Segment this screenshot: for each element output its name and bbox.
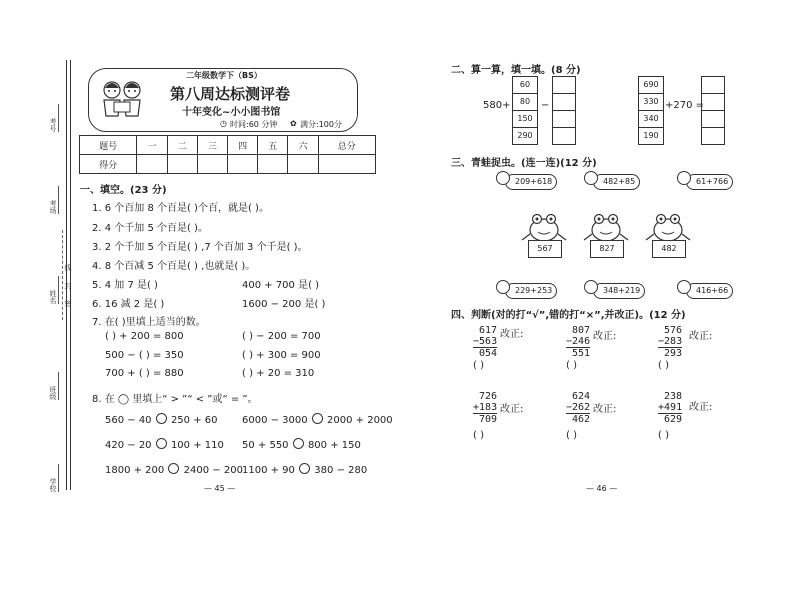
calc-top: 576 (663, 325, 682, 336)
answer-cell[interactable] (553, 128, 575, 144)
score-input[interactable] (197, 155, 227, 174)
calc-result: 462 (571, 414, 590, 425)
margin-line-outer (66, 60, 67, 490)
vertical-calculation (473, 391, 497, 425)
section1-question: 3. 2 个千加 5 个百是( ) ,7 个百加 3 个千是( )。 (92, 242, 308, 253)
answer-cell[interactable] (553, 111, 575, 128)
machine-value: 150 (513, 111, 537, 128)
score-input[interactable] (318, 155, 375, 174)
answer-cell[interactable] (702, 77, 724, 94)
compare-item (242, 413, 393, 426)
answer-cell[interactable] (702, 111, 724, 128)
calc-operand: 246 (572, 336, 591, 347)
section4-heading: 四、判断(对的打“√”,错的打“×”,并改正)。(12 分) (451, 310, 686, 321)
caterpillar-head-icon (584, 171, 598, 185)
compare-left: 560 − 40 (105, 415, 152, 426)
calc-operand: 563 (479, 336, 498, 347)
compare-right: 2400 − 200 (183, 465, 243, 476)
calc-middle (658, 402, 682, 414)
caterpillar-expression: 229+253 (515, 286, 553, 295)
calc-operator: + (473, 402, 480, 413)
correction-label: 改正: (689, 331, 713, 342)
section1-heading: 一、填空。(23 分) (80, 185, 167, 196)
score-cell: 三 (197, 136, 227, 155)
machine-right-values (638, 76, 664, 145)
section3-heading: 三、青蛙捉虫。(连一连)(12 分) (451, 158, 597, 169)
machine-right-suffix: +270 = (665, 100, 705, 111)
page-number-left: — 45 — (204, 484, 236, 493)
judgment-paren[interactable]: ( ) (473, 430, 484, 441)
vertical-calculation (566, 391, 590, 425)
margin-underline (58, 104, 59, 132)
compare-right: 2000 + 2000 (327, 415, 393, 426)
frog-number: 567 (528, 240, 562, 258)
calc-result: 709 (478, 414, 497, 425)
margin-label-line: 线 (64, 264, 72, 271)
grade-line: 二年级数学下（BS） (186, 71, 262, 80)
machine-value: 190 (643, 131, 659, 140)
calc-result: 629 (663, 414, 682, 425)
frog-icon (518, 210, 570, 244)
calc-top: 624 (571, 391, 590, 402)
fill-blank-equation: ( ) + 200 = 800 (105, 331, 184, 342)
calc-result: 293 (663, 348, 682, 359)
machine-left-answers (552, 76, 576, 145)
compare-left: 1800 + 200 (105, 465, 165, 476)
section1-question: 7. 在( )里填上适当的数。 (92, 317, 206, 328)
compare-item (105, 438, 224, 451)
compare-right: 250 + 60 (170, 415, 218, 426)
section1-question: 8. 在 ◯ 里填上“ > ”“ < ”或“ = ”。 (92, 394, 258, 405)
compare-circle[interactable] (168, 463, 179, 474)
compare-circle[interactable] (312, 413, 323, 424)
machine-value: 290 (517, 131, 533, 140)
answer-cell[interactable] (702, 128, 724, 144)
section1-question: 5. 4 加 7 是( ) (92, 280, 158, 291)
margin-label-exam-room: 考场 (49, 200, 57, 214)
caterpillar-expression: 416+66 (696, 286, 729, 295)
compare-item (105, 463, 243, 476)
margin-underline (58, 186, 59, 214)
score-table (79, 135, 376, 174)
calc-operand: 183 (479, 402, 498, 413)
compare-circle[interactable] (299, 463, 310, 474)
compare-right: 800 + 150 (307, 440, 361, 451)
vertical-calculation (658, 325, 682, 359)
score-cell: 六 (288, 136, 318, 155)
score-input[interactable] (137, 155, 167, 174)
margin-cut-line (62, 230, 63, 320)
compare-circle[interactable] (293, 438, 304, 449)
calc-result: 551 (571, 348, 590, 359)
caterpillar-head-icon (677, 171, 691, 185)
calc-middle (473, 336, 497, 348)
vertical-calculation (473, 325, 497, 359)
compare-left: 1100 + 90 (242, 465, 295, 476)
margin-label-secret: 密 (64, 300, 72, 307)
compare-item (242, 438, 361, 451)
score-input[interactable] (167, 155, 197, 174)
calc-operand: 283 (664, 336, 683, 347)
calc-operator: − (566, 402, 573, 413)
score-cell: 一 (137, 136, 167, 155)
vertical-calculation (658, 391, 682, 425)
section1-question: 4. 8 个百减 5 个百是( ) ,也就是( )。 (92, 261, 256, 272)
caterpillar-head-icon (584, 280, 598, 294)
correction-label: 改正: (500, 329, 524, 340)
caterpillar-bottom[interactable] (593, 283, 645, 299)
margin-line-inner (70, 60, 71, 490)
calc-result: 054 (478, 348, 497, 359)
margin-underline (58, 276, 59, 304)
frog[interactable] (642, 210, 694, 260)
machine-value: 690 (639, 77, 663, 94)
compare-left: 420 − 20 (105, 440, 152, 451)
judgment-paren[interactable]: ( ) (658, 430, 669, 441)
judgment-paren[interactable]: ( ) (473, 360, 484, 371)
section1-question: 6. 16 减 2 是( ) (92, 299, 165, 310)
correction-label: 改正: (500, 404, 524, 415)
margin-label-seal: 封 (64, 282, 72, 289)
frog-icon (642, 210, 694, 244)
frog[interactable] (580, 210, 632, 260)
score-table-score-row (80, 155, 376, 174)
correction-label: 改正: (689, 402, 713, 413)
fill-blank-equation: 700 + ( ) = 880 (105, 368, 184, 379)
caterpillar-top[interactable] (505, 174, 557, 190)
compare-circle[interactable] (156, 413, 167, 424)
correction-label: 改正: (593, 404, 617, 415)
frog-number: 827 (590, 240, 624, 258)
caterpillar-head-icon (496, 171, 510, 185)
calc-top: 807 (571, 325, 590, 336)
calc-operator: + (658, 402, 665, 413)
score-input[interactable] (258, 155, 288, 174)
margin-label-class: 班级 (49, 386, 57, 400)
machine-right-answers (701, 76, 725, 145)
page-number-right: — 46 — (586, 484, 618, 493)
score-input[interactable] (227, 155, 257, 174)
score-cell: 二 (167, 136, 197, 155)
margin-label-exam-number: 考号 (49, 118, 57, 132)
caterpillar-expression: 209+618 (515, 177, 553, 186)
compare-item (105, 413, 218, 426)
answer-cell[interactable] (702, 94, 724, 111)
score-cell: 四 (227, 136, 257, 155)
machine-left-prefix: 580+ (483, 100, 511, 111)
caterpillar-bottom[interactable] (505, 283, 557, 299)
correction-label: 改正: (593, 331, 617, 342)
exam-title: 第八周达标测评卷 (170, 85, 291, 103)
score-cell: 总分 (318, 136, 375, 155)
caterpillar-bottom[interactable] (686, 283, 733, 299)
frog-number: 482 (652, 240, 686, 258)
compare-circle[interactable] (156, 438, 167, 449)
calc-operator: − (566, 336, 573, 347)
vertical-calculation (566, 325, 590, 359)
section1-question: 1. 6 个百加 8 个百是( )个百，就是( )。 (92, 203, 269, 214)
compare-item (242, 463, 367, 476)
section1-question: 2. 4 个千加 5 个百是( )。 (92, 223, 208, 234)
clock-icon: ◷ (220, 119, 227, 128)
margin-underline (58, 464, 59, 492)
calc-middle (658, 336, 682, 348)
caterpillar-top[interactable] (686, 174, 733, 190)
caterpillar-expression: 61+766 (696, 177, 729, 186)
machine-left-sign: − (541, 100, 550, 111)
machine-value: 340 (639, 111, 663, 128)
score-cell: 得分 (80, 155, 137, 174)
score-cell: 五 (258, 136, 288, 155)
caterpillar-head-icon (677, 280, 691, 294)
fill-blank-equation: ( ) + 300 = 900 (242, 350, 321, 361)
fill-blank-equation: 500 − ( ) = 350 (105, 350, 184, 361)
machine-value: 330 (639, 94, 663, 111)
fill-blank-equation: ( ) − 200 = 700 (242, 331, 321, 342)
margin-underline (58, 372, 59, 400)
fill-blank-equation: ( ) + 20 = 310 (242, 368, 315, 379)
caterpillar-expression: 482+85 (603, 177, 636, 186)
kids-mascot-icon (96, 76, 148, 120)
machine-left-values (512, 76, 538, 145)
compare-right: 380 − 280 (314, 465, 368, 476)
calc-middle (473, 402, 497, 414)
judgment-paren[interactable]: ( ) (566, 430, 577, 441)
compare-right: 100 + 110 (170, 440, 224, 451)
calc-top: 726 (478, 391, 497, 402)
exam-time: 时间:60 分钟 (230, 120, 278, 129)
section2-heading: 二、算一算，填一填。(8 分) (451, 65, 581, 76)
calc-middle (566, 402, 590, 414)
calc-operator: − (658, 336, 665, 347)
margin-label-name: 姓名 (49, 290, 57, 304)
section1-question: 1600 − 200 是( ) (242, 299, 326, 310)
calc-operand: 262 (572, 402, 591, 413)
caterpillar-top[interactable] (593, 174, 640, 190)
calc-top: 617 (478, 325, 497, 336)
calc-top: 238 (663, 391, 682, 402)
exam-subtitle: 十年变化~小小图书馆 (182, 107, 281, 118)
caterpillar-head-icon (496, 280, 510, 294)
caterpillar-expression: 348+219 (603, 286, 641, 295)
calc-operator: − (473, 336, 480, 347)
section1-question: 400 + 700 是( ) (242, 280, 320, 291)
judgment-paren[interactable]: ( ) (566, 360, 577, 371)
margin-label-school: 学校 (49, 478, 57, 492)
score-table-header-row (80, 136, 376, 155)
frog-icon (580, 210, 632, 244)
machine-value: 80 (513, 94, 537, 111)
answer-cell[interactable] (553, 77, 575, 94)
answer-cell[interactable] (553, 94, 575, 111)
machine-value: 60 (513, 77, 537, 94)
compare-left: 6000 − 3000 (242, 415, 308, 426)
star-icon: ✿ (290, 119, 297, 128)
exam-full-score: 满分:100分 (300, 120, 342, 129)
judgment-paren[interactable]: ( ) (658, 360, 669, 371)
frog[interactable] (518, 210, 570, 260)
calc-operand: 491 (664, 402, 683, 413)
calc-middle (566, 336, 590, 348)
score-cell: 题号 (80, 136, 137, 155)
compare-left: 50 + 550 (242, 440, 289, 451)
score-input[interactable] (288, 155, 318, 174)
